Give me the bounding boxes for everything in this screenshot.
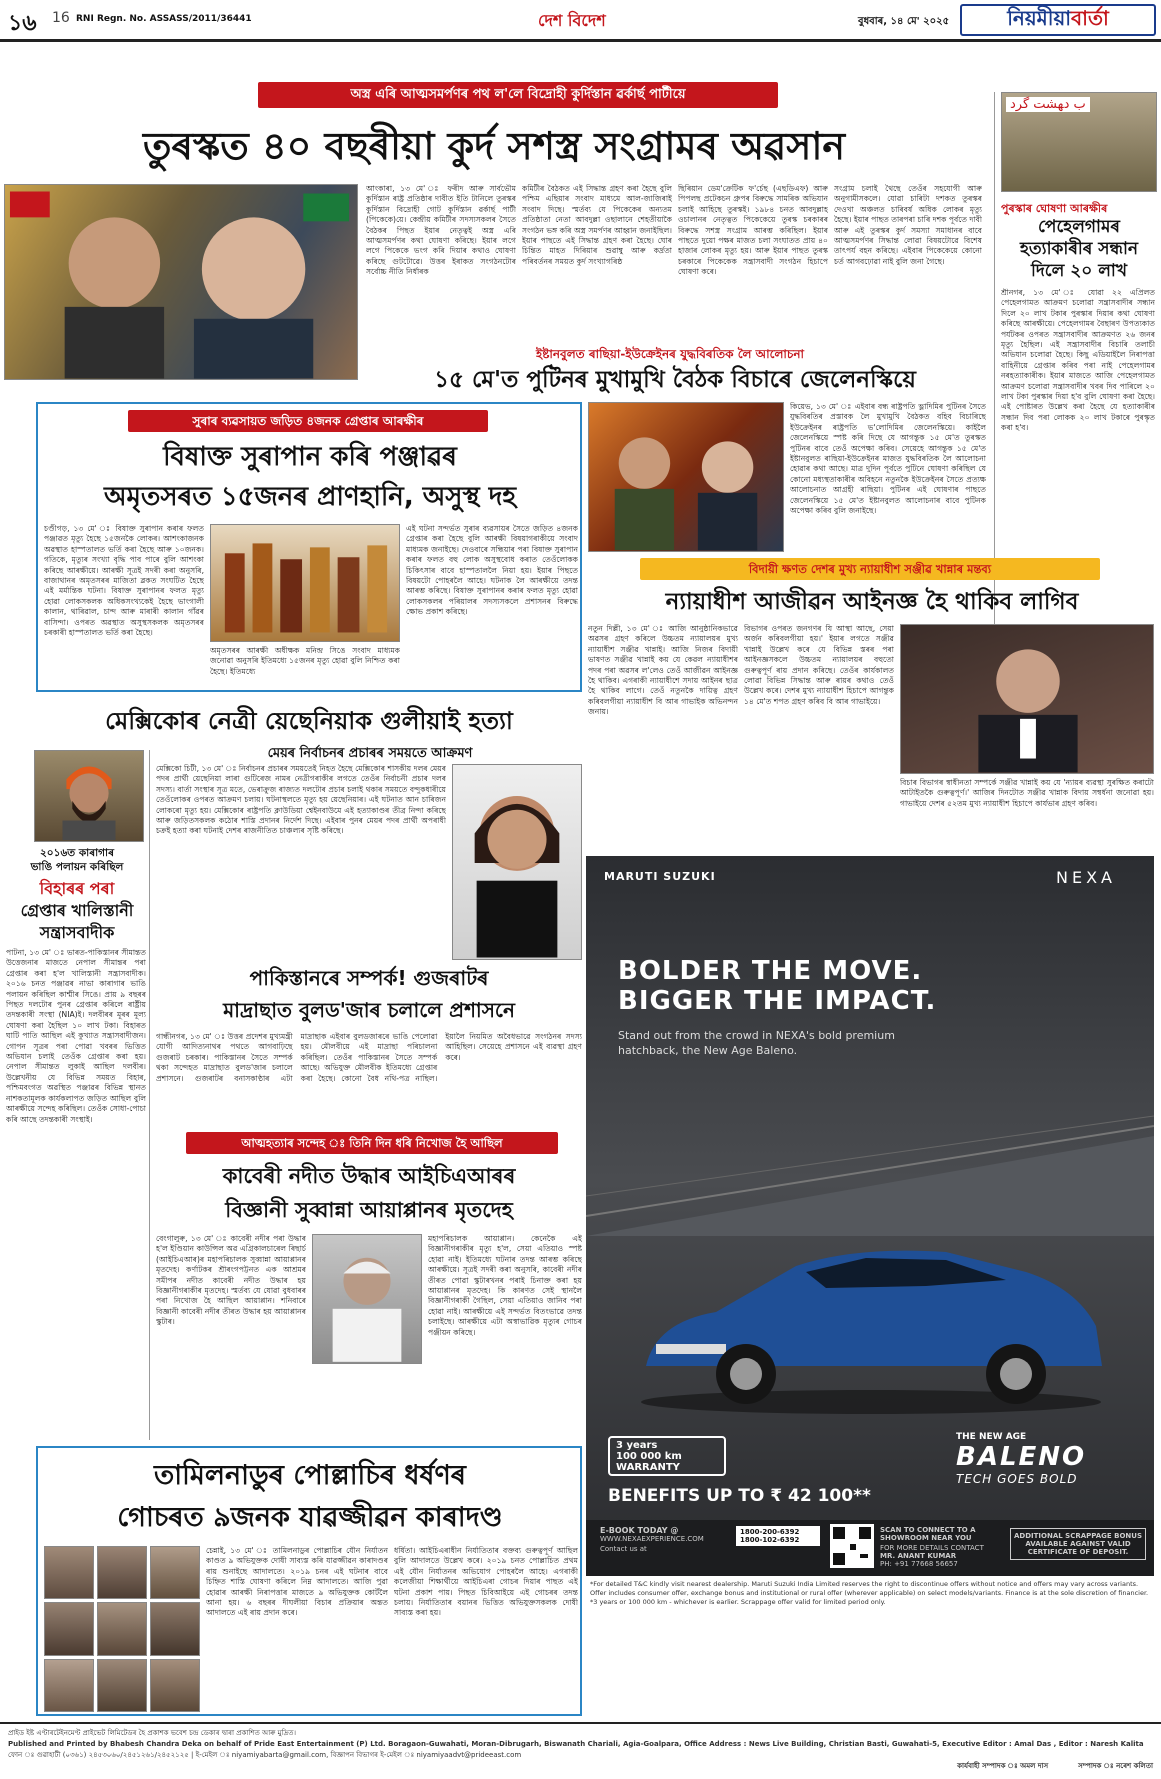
gujarat-body: গান্ধীনগৰ, ১৩ মে' ঃ উত্তৰ প্ৰদেশৰ মুখ্যমন্ত্ৰী যোগী আদিত্যনাথৰ পথতে আগবাঢ়িছে গুজৰাট চৰকাৰ। পাকিস্তানৰ সৈতে সম্পৰ্ক থকা সন্দেহত মাদ্ৰাছাত বুলড'জাৰ চলালে প্ৰশাসনে। গুজৰাটৰ বনাসকাণ্ঠাৰ এটা মাদ্ৰাছাক এইবাৰ বুলডজাৰৰে ভাঙি পেলোৱা হয়। মৌলবীয়ে এই মাদ্ৰাছা পৰিচালনা কৰিছিল। তেওঁৰ পাকিস্তানৰ সৈতে সম্পৰ্ক আছে। অভিযুক্ত মৌলবীক ইতিমধ্যে গ্ৰেপ্তাৰ কৰা হৈছে। কোনো বৈধ নথি-পত্ৰ নাছিল। ইয়ালৈ নিয়মিত অবৈধভাৱে সংগঠনৰ সদস্য আহিছিল। সেয়েহে প্ৰশাসনে এই ব্যৱস্থা গ্ৰহণ কৰে। bbox=[156, 1032, 582, 1083]
putin-body: কিয়েভ, ১৩ মে' ঃ এইবাৰ বন্ধ ৰাষ্ট্ৰপতি ভ্লাদিমিৰ পুটিনৰ সৈতে যুদ্ধবিৰতিৰ প্ৰস্তাবক লৈ মুখামুখি বৈঠকত বহিব বিচাৰিছে ইউক্ৰেইনৰ ৰাষ্ট্ৰপতি ভ'লোদিমিৰ জেলেনস্কিয়ে। কাইলৈ জেলেনস্কিয়ে স্পষ্ট কৰি দিছে যে আগন্তুক ১৫ মে'ত তুৰস্কত পুটিনৰ বাবে তেওঁ অপেক্ষা কৰিব। সেয়েহে আগন্তুক ১৫ মে'ত ইষ্টানবুলত ৰাছিয়া-ইউক্ৰেইনৰ মাজত যুদ্ধবিৰতিক লৈ আলোচনা হোৱাৰ কথা আছে। মাত্ৰ দুদিন পূৰ্বতে পুটিনে ঘোষণা কৰিছিল যে কোনো মধ্যস্থতাকাৰীৰ অবিহনে নতুনকৈ ইউক্ৰেইনৰ সৈতে প্ৰত্যক্ষ আলোচনাত আগ্ৰহী ৰাছিয়া। পুটিনৰ এই ঘোষণাৰ পাছতে জেলেনস্কিয়ে ১৫ মে'ত ইষ্টানবুলত আলোচনাৰ বাবে পুটিনক অপেক্ষা কৰিব বুলি জনাইছে। bbox=[790, 402, 986, 516]
liquor-kicker: সুৰাৰ ব্যৱসায়ত জড়িত ৪জনক গ্ৰেপ্তাৰ আৰক্ষীৰ bbox=[128, 410, 488, 432]
kurd-body-col4: সংগ্ৰাম চলাই থৈছে তেওঁৰ সহযোগী আৰু অনুগামীসকলে। যোৱা চাৰিটা দশকত তুৰস্কৰ দেওখা অঞ্চলত চাৰিবৰ্ষ অধিক লোকৰ মৃত্যু হৈছে। ইয়াৰ পাছত তাৰপৰা চাৰি দশক পূৰ্বতে দাবী আৰু এই তুৰস্কৰ কুৰ্দ সমস্যা সমাধানৰ বাবে আত্মসমৰ্পণৰ সিদ্ধান্ত লোৱা বিষয়টোৱে বিশেষ তাৎপৰ্য বহন কৰিছে। এইবাৰ পিকেকেয়ে কোনো চৰ্ত আগবঢ়োৱা নাই বুলি জনা গৈছে। bbox=[834, 184, 982, 266]
ad-brand: MARUTI SUZUKI bbox=[604, 870, 716, 883]
footer-exec-editor: কাৰ্যবাহী সম্পাদক ঃ অমল দাস bbox=[957, 1762, 1049, 1770]
ad-nexa-logo: NEXA bbox=[1056, 868, 1116, 887]
ad-headline bbox=[618, 956, 936, 1016]
accused-photo bbox=[44, 1659, 94, 1712]
leader-portrait-illustration bbox=[453, 764, 581, 959]
newspaper-logo bbox=[960, 4, 1156, 36]
page-number-assamese: ১৬ bbox=[8, 11, 37, 36]
mexico-leader-photo bbox=[452, 764, 582, 960]
logo-part1: নিয়মীয়া bbox=[1007, 5, 1072, 30]
pahalgam-headline-l3: দিলে ২০ লাখ bbox=[1031, 261, 1127, 281]
putin-headline: ১৫ মে'ত পুটিনৰ মুখামুখি বৈঠক বিচাৰে জেলেনস্কিয়ে bbox=[434, 367, 916, 393]
ad-ebook-block bbox=[600, 1526, 730, 1553]
ad-qr-code-icon[interactable] bbox=[830, 1524, 874, 1568]
kurd-body-col2: কমিটীৰ বৈঠকত এই সিদ্ধান্ত গ্ৰহণ কৰা হৈছে বুলি পশ্চিম এছিয়াৰ সংবাদ মাধ্যমে আল-জাজিৰাই সংবাদ দিছে। স্মৰ্তব্য যে পিকেকেৰ অন্যতম প্ৰতিষ্ঠাতা নেতা আবদুল্লা ওছালানে শেহতীয়াকৈ সংগঠন ভঙ্গ কৰি অস্ত্ৰ সমৰ্পণৰ আহ্বান জনাইছিল। ইয়াৰ পাছতে এই সিদ্ধান্ত গ্ৰহণ কৰা হৈছে। ঘোৰ চিন্তিত মাহত দিৰিয়াৰ শুৱাম্বু আৰু কৰ্দ্ৰতা পৰিবৰ্তনৰ সময়ত কুৰ্দ সংখ্যাগৰিষ্ঠ bbox=[522, 184, 672, 266]
ad-model-name: BALENO bbox=[956, 1442, 1087, 1472]
ad-tagline: TECH GOES BOLD bbox=[956, 1472, 1078, 1486]
warranty-km: 100 000 km bbox=[616, 1450, 682, 1462]
liquor-headline-l2: অমৃতসৰত ১৫জনৰ প্ৰাণহানি, অসুস্থ দহ bbox=[103, 482, 517, 512]
pahalgam-photo bbox=[1001, 92, 1157, 192]
leaders-illustration bbox=[589, 402, 783, 551]
khalistan-suspect-photo bbox=[34, 750, 144, 842]
ad-headline-l2: BIGGER THE IMPACT. bbox=[618, 986, 937, 1016]
rni-number: RNI Regn. No. ASSASS/2011/36441 bbox=[76, 14, 252, 24]
kurd-headline: তুৰস্কত ৪০ বছৰীয়া কুৰ্দ সশস্ত্ৰ সংগ্ৰামৰ অৱসান bbox=[142, 124, 846, 168]
liquor-bottles-photo bbox=[210, 524, 400, 642]
justice-body-col2: বিভাগৰ ওপৰত জনগণৰ যি আস্থা আছে, সেয়া অৰ্জন কৰিবলগীয়া হয়।' ইয়াৰ লগতে সঞ্জীৱ খান্নাই উল্লেখ কৰে যে বিভিন্ন স্তৰৰ পৰা আইনজ্ঞসকলে উচ্চতম ন্যায়ালয়ৰ বহুতো গুৰুত্বপূৰ্ণ ৰায় প্ৰদান কৰিছে। তেওঁৰ কাৰ্যকালত লোৱা বিভিন্ন সিদ্ধান্ত আৰু ৰায়ৰ কথাও তেওঁ উল্লেখ কৰে। দেশৰ মুখ্য ন্যায়াধীশ হিচাপে আগন্তুক ১৪ মে'ত শপত গ্ৰহণ কৰিব বি আৰ গাভাইয়ে। bbox=[744, 624, 894, 706]
khalistan-headline-l1: বিহাৰৰ পৰা bbox=[39, 879, 115, 898]
page-footer bbox=[0, 1722, 1161, 1779]
ad-dealer-phone: PH: +91 77668 56657 bbox=[880, 1560, 958, 1568]
ad-subtext: Stand out from the crowd in NEXA's bold premium hatchback, the New Age Baleno. bbox=[618, 1029, 895, 1057]
ad-benefits: BENEFITS UP TO ₹ 42 100** bbox=[608, 1486, 871, 1506]
suspect-portrait-illustration bbox=[35, 750, 143, 841]
khalistan-headline-l2: গ্ৰেপ্তাৰ খালিস্তানী bbox=[20, 901, 134, 920]
kurd-body-col3: ছিৰিয়ান ডেম'ক্ৰেটিক ফ'ৰ্চেছ (এছডিএফ) আৰু পিপলছ প্ৰটেকচন গ্ৰুপৰ বিৰুদ্ধে সামৰিক অভিযান চলাই আহিছে তুৰস্কই। ১৯৮৪ চনত আবদুল্লাহ ওচালানৰ নেতৃত্বত পিকেকেয়ে তুৰস্ক চৰকাৰৰ বিৰুদ্ধে সশস্ত্ৰ সংগ্ৰাম আৰম্ভ কৰিছিল। ইয়াৰ পাছতে দুয়ো পক্ষৰ মাজত চলা সংঘাতত প্ৰায় ৪০ হাজাৰ লোকৰ মৃত্যু হয়। আৰু ইয়াৰ পাছত তুৰস্ক চৰকাৰে পিকেকেক সন্ত্ৰাসবাদী সংগঠন হিচাপে ঘোষণা কৰে। bbox=[678, 184, 828, 277]
footer-editors bbox=[8, 1761, 1153, 1772]
accused-photo bbox=[97, 1659, 147, 1712]
footer-line1: প্ৰাইড ইষ্ট এণ্টাৰটেইনমেণ্ট প্ৰাইভেট লিমিটেডৰ হৈ প্ৰকাশক ভবেশ চন্দ্ৰ ডেকাৰ দ্বাৰা প্ৰকাশিত আৰু মুদ্ৰিত। bbox=[8, 1729, 296, 1737]
accused-photo bbox=[44, 1546, 94, 1599]
tamilnadu-body-col2: ধৰ্ষিতা। আইচিএৰাধীন নিৰ্যাতিতাৰ বক্তব্য গুৰুত্বপূৰ্ণ আছিল বুলি আদালতে উল্লেখ কৰে। ২০১৯ চনত পোল্লাচিত প্ৰথম এই যৌন নিৰ্যাতনৰ অভিযোগ পোহৰলৈ আহে। এগৰাকী কলেজীয়া শিক্ষাৰ্থীয়ে আইচিএৰা গোচৰ দিয়াৰ পাছত এই ঘটনা প্ৰকাশ পায়। পিছত চিবিআইয়ে এই গোচৰৰ তদন্ত চলায়। নিৰ্যাতিতাৰ বয়ানৰ ভিত্তিত অভিযুক্তসকলক দোষী সাব্যস্ত কৰা হয়। bbox=[394, 1546, 578, 1618]
gujarat-headline-l2: মাদ্ৰাছাত বুলড'জাৰ চলালে প্ৰশাসনে bbox=[223, 998, 515, 1022]
khalistan-caption-l2: ভাঙি পলায়ন কৰিছিল bbox=[30, 861, 124, 873]
justice-khanna-photo bbox=[900, 624, 1154, 774]
liquor-photo-caption: অমৃতসৰৰ আৰক্ষী অধীক্ষক মনিন্দ্ৰ সিঙে সংবাদ মাধ্যমক জনোৱা অনুসৰি ইতিমধ্যে ১৫জনৰ মৃত্যু হোৱা বুলি নিশ্চিত কৰা হৈছে। ইতিমধ্যে bbox=[210, 646, 400, 676]
justice-portrait-illustration bbox=[901, 624, 1153, 773]
ad-disclaimer: *For detailed T&C kindly visit nearest dealership. Maruti Suzuki India Limited reserves the right to discontinue offers without notice and offers may vary across variants. Offer includes consumer offer, exchange bonus and institutional or rural offer (wherever applicable) on select models/variants. Finance is at the sole discretion of financier. *3 years or 100 000 km - whichever is earlier. Scrappage offer valid for limited period only. bbox=[590, 1580, 1149, 1606]
warranty-label: WARRANTY bbox=[616, 1461, 680, 1473]
scientist-portrait-illustration bbox=[313, 1234, 421, 1363]
ad-warranty-badge bbox=[608, 1436, 726, 1476]
kurd-leaders-photo bbox=[4, 184, 358, 380]
accused-photo bbox=[150, 1546, 200, 1599]
khalistan-body: পাটনা, ১৩ মে' ঃ ভাৰত-পাকিস্তানৰ সীমান্তত উত্তেজনাৰ মাজতে নেপাল সীমান্তৰ পৰা গ্ৰেপ্তাৰ কৰা হ'ল খালিস্তানী সন্ত্ৰাসবাদীক। ২০১৬ চনত পঞ্জাৱৰ নাভা কাৰাগাৰ ভাঙি পলায়ন কৰিছিল কাশ্মীৰ সিঙে। প্ৰায় ৯ বছৰৰ পিছত দলটোৰ পুনৰ গ্ৰেপ্তাৰ কৰিলে ৰাষ্ট্ৰীয় তদন্তকাৰী সংস্থা (NIA)ই। দলবীৰৰ মূৰৰ মূল্য ঘোষণা কৰা হৈছিল ১০ লাখ টকা। বিহাৰত ঘাটি পাতি আছিল এই কুখ্যাত সন্ত্ৰাসবাদীজন। গোপন সূত্ৰৰ পৰা পোৱা খবৰৰ ভিত্তিত অভিযান চলাই তেওঁক গ্ৰেপ্তাৰ কৰা হয়। নেপাল সীমান্তত লুকাই আছিল দলবীৰ। উল্লেখনীয় যে বিভিন্ন সময়ত বিহাৰ, পশ্চিমবংগত অৱস্থিত পঞ্জাৱৰ বিভিন্ন স্থানত নাশকতামূলক কাৰ্যকলাপত জড়িত আছিল বুলি আৰক্ষীয়ে সন্দেহ কৰিছিল। তেওঁক সোধা-পোচা কৰি আছে তদন্তকাৰী সংস্থাই। bbox=[6, 948, 146, 1124]
ad-scan-text: SCAN TO CONNECT TO A SHOWROOM NEAR YOU bbox=[880, 1526, 976, 1542]
kurd-kicker: অস্ত্ৰ এৰি আত্মসমৰ্পণৰ পথ ল'লে বিদ্ৰোহী কুৰ্দিস্তান ৱৰ্কাৰ্ছ পাৰ্টীয়ে bbox=[258, 82, 778, 108]
justice-kicker: বিদায়ী ক্ষণত দেশৰ মুখ্য ন্যায়াধীশ সঞ্জীৱ খান্নাৰ মন্তব্য bbox=[748, 562, 992, 576]
ad-building-illustration bbox=[586, 1096, 1154, 1236]
tamilnadu-story-box bbox=[36, 1446, 582, 1716]
maruti-suzuki-ad[interactable] bbox=[586, 856, 1154, 1576]
accused-photo bbox=[97, 1602, 147, 1655]
ad-new-age: THE NEW AGE bbox=[956, 1432, 1027, 1442]
mexico-body: মেক্সিকো চিটী, ১৩ মে' ঃ নিৰ্বাচনৰ প্ৰচাৰৰ সময়তেই নিহত হৈছে মেক্সিকোৰ শাসকীয় দলৰ মেয়ৰ পদৰ প্ৰাৰ্থী য়েছেনিয়া লাৰা গুটিৰেজ নামৰ নেত্ৰীগৰাকীৰ লগতে তেওঁৰ নিৰ্বাচনী প্ৰচাৰ দলৰ সদস্য। বাৰ্তা সংস্থাৰ সূত্ৰ মতে, ভেৰাক্ৰুজ ৰাজ্যত দলটোৰ প্ৰচাৰ চলাই থকাৰ সময়তে বন্দুকধাৰীয়ে তেওঁলোকৰ ওপৰত আক্ৰমণ চলায়। ঘটনাস্থলতে মৃত্যু হয় য়েছেনিয়াৰ। এই ঘটনাত আন চাৰিজন লোকৰো মৃত্যু হয়। মেক্সিকোৰ ৰাষ্ট্ৰপতি ক্লাউডিয়া শ্বেইনবাউমে এই হত্যাকাণ্ডৰ তীব্ৰ নিন্দা কৰিছে আৰু জড়িতসকলক কঠোৰ শাস্তি প্ৰদানৰ নিৰ্দেশ দিছে। এইবাৰ পুনৰ মেয়ৰ পদৰ প্ৰাৰ্থী অপৰাধী চক্ৰই হত্যা কৰা ঘটনাই দেশৰ ৰাজনীতিত চাঞ্চল্যৰ সৃষ্টি কৰিছে। bbox=[156, 764, 446, 836]
ad-scrappage-bonus: ADDITIONAL SCRAPPAGE BONUS AVAILABLE AGAINST VALID CERTIFICATE OF DEPOSIT. bbox=[1010, 1528, 1146, 1560]
warranty-years: 3 years bbox=[616, 1439, 658, 1451]
footer-line3: ফোন ঃ গুৱাহাটী (০৩৬১) ২৪৫৩০৬০/২৪৫১২৬১/২৪৫২১২৫ | ই-মেইল ঃ niyamiyabarta@gmail.com, বিজ্ঞাপন বিভাগৰ ই-মেইল ঃ niyamiyaadvt@prideeast.com bbox=[8, 1751, 522, 1759]
khalistan-caption-l1: ২০১৬ত কাৰাগাৰ bbox=[39, 847, 114, 859]
page-number: 16 bbox=[52, 10, 70, 26]
khalistan-headline-l3: সন্ত্ৰাসবাদীক bbox=[39, 923, 115, 942]
ad-headline-l1: BOLDER THE MOVE. bbox=[618, 956, 923, 986]
accused-photo bbox=[44, 1602, 94, 1655]
kurd-body-col1: আংকাৰা, ১৩ মে' ঃ ফৰীদ আৰু সাৰ্বভৌম কুৰ্দিস্তান ৰাষ্ট্ৰ প্ৰতিষ্ঠাৰ দাবীত ইতি টানিলে তুৰস্কৰ কুৰ্দিস্তান বিদ্ৰোহী গোট কুৰ্দিস্তান ৱৰ্কাৰ্ছ পাৰ্টী (পিকেকে)য়ে। কেন্দ্ৰীয় কমিটীৰ সদস্যসকলৰ সৈতে বৈঠকৰ পিছত ইয়াৰ নেতৃত্বই অস্ত্ৰ এৰি আত্মসমৰ্পণৰ কথা ঘোষণা কৰিছে। ইয়াৰ লগে লগে পিকেকে ভংগ কৰি দিয়াৰ কথাও ঘোষণা কৰিছে গুটটোৱে। উত্তৰ ইৰাকত সংগঠনটোৰ সৰ্বোচ্চ নীতি নিৰ্ধাৰক bbox=[366, 184, 516, 277]
ad-dealer-label: FOR MORE DETAILS CONTACT bbox=[880, 1544, 984, 1552]
scientist-photo bbox=[312, 1234, 422, 1364]
ad-footer bbox=[586, 1520, 1154, 1576]
putin-zelensky-photo bbox=[588, 402, 784, 552]
ad-ebook-label: E-BOOK TODAY @ bbox=[600, 1526, 679, 1535]
scientist-headline-l1: কাবেৰী নদীত উদ্ধাৰ আইচিএআৰৰ bbox=[222, 1164, 516, 1188]
footer-editor: সম্পাদক ঃ নৰেশ কলিতা bbox=[1078, 1762, 1153, 1770]
ad-model-block bbox=[956, 1432, 1086, 1486]
portrait-illustration bbox=[5, 184, 357, 379]
ad-scan-block bbox=[880, 1526, 1000, 1568]
ad-phone2[interactable]: 1800-102-6392 bbox=[740, 1536, 800, 1544]
pahalgam-kicker: পুৰস্কাৰ ঘোষণা আৰক্ষীৰ bbox=[1001, 202, 1108, 215]
ad-phone-box bbox=[736, 1526, 820, 1546]
gujarat-headline-l1: পাকিস্তানৰে সম্পৰ্ক! গুজৰাটৰ bbox=[249, 966, 489, 990]
mexico-subhead: মেয়ৰ নিৰ্বাচনৰ প্ৰচাৰৰ সময়তে আক্ৰমণ bbox=[267, 746, 473, 761]
ad-phone1[interactable]: 1800-200-6392 bbox=[740, 1528, 800, 1536]
pahalgam-body: শ্ৰীনগৰ, ১৩ মে' ঃ যোৱা ২২ এপ্ৰিলত পেহেলগামত আক্ৰমণ চলোৱা সন্ত্ৰাসবাদীৰ সন্ধান দিলে ২০ লাখ টকাৰ পুৰস্কাৰ দিয়াৰ কথা ঘোষণা কৰিছে আৰক্ষীয়ে। পেহেলগামৰ বৈছাৰণ উপত্যকাত পৰ্যটকৰ ওপৰত সন্ত্ৰাসবাদীৰ আক্ৰমণত ২৬ জনৰ মৃত্যু হৈছিল। এই সন্ত্ৰাসবাদীৰ বিচাৰি তলাচী অভিযান চলোৱা হৈছে। কিছু এডিয়াইলৈ নিৰাপত্তা বাহিনীয়ে গ্ৰেপ্তাৰ কৰিব পৰা নাই পেহেলগামৰ নৰহত্যাকাৰীক। ইয়াৰ মাজতে আজি পেহেলগামত আক্ৰমণ চলোৱা সন্ত্ৰাসবাদীৰ খবৰ দিব পাৰিলে ২০ লাখ টকা পুৰস্কাৰ দিয়া হ'ব বুলি ঘোষণা কৰা হৈছে। এই পোষ্টাৰত উল্লেখ কৰা হৈছে যে হত্যাকাৰীৰ সন্ধান দিব পৰা লোকক ২০ লাখ টকাৰে পুৰস্কৃত কৰা হ'ব। bbox=[1001, 288, 1155, 433]
footer-line2: Published and Printed by Bhabesh Chandra Deka on behalf of Pride East Entertainment (P) Ltd. Boragaon-Guwahati, Moran-Dibrugarh, Biswanath Chariali, Agia-Goalpara, Office Address : News Live Building, Christian Basti, Guwahati-5, Executive Editor : Amal Das , Editor : Naresh Kalita bbox=[8, 1740, 1144, 1748]
tamilnadu-body-col1: চেন্নাই, ১৩ মে' ঃ তামিলনাডুৰ পোল্লাচিৰ যৌন নিৰ্যাতন কাণ্ডত ৯ অভিযুক্তক দোষী সাব্যস্ত কৰি যাৱজ্জীৱন কাৰাদণ্ডৰ ৰায় শুনাইছে আদালতে। ২০১৯ চনৰ এই ঘটনাৰ বাবে চিহ্নিত শাস্তি ঘোষণা কৰিলে নিম্ন আদালতে। আজি পুৱা হোৱাৰ আৰক্ষী নিৰাপত্তাৰ মাজতে ৯ অভিযুক্তক কোৰ্টলৈ আনা হয়। ৬ বছৰৰ দীঘলীয়া বিচাৰ প্ৰক্ৰিয়াৰ অন্তত আদালতে এই ৰায় প্ৰদান কৰে। bbox=[206, 1546, 388, 1618]
liquor-story-box bbox=[36, 402, 582, 692]
ad-ebook-url[interactable]: WWW.NEXAEXPERIENCE.COM bbox=[600, 1535, 704, 1543]
scientist-body-col1: বেংগালুৰু, ১৩ মে' ঃ কাবেৰী নদীৰ পৰা উদ্ধাৰ হ'ল ইণ্ডিয়ান কাউন্সিল অৱ এগ্ৰিকালচাৰেল ৰিছাৰ্চ (আইচিএআৰ)ৰ মহাপৰিচালক সুব্বান্না আয়াপ্পানৰ মৃতদেহ। কৰ্ণাটকৰ শ্ৰীৰংগপট্টনত এক আশ্ৰমৰ সমীপৰ নদীত কাবেৰী নদীত উদ্ধাৰ হয় বিজ্ঞানীগৰাকীৰ মৃতদেহ। স্মৰ্তব্য যে যোৱা বুধবাৰৰ পৰা নিখোজ হৈ আছিল আয়াপ্পান। শনিবাৰে বিজ্ঞানী কাবেৰী নদীৰ তীৰত উদ্ধাৰ হয় আয়াপ্পানৰ স্কুটাৰ। bbox=[156, 1234, 306, 1327]
khalistan-column bbox=[4, 750, 150, 1440]
logo-part2: বাৰ্তা bbox=[1071, 5, 1109, 30]
arabic-banner-text: ﺏ ﺩﻬﺸﺖ ﮔﺮﺩ bbox=[1006, 97, 1090, 112]
accused-photo bbox=[150, 1659, 200, 1712]
mexico-headline: মেক্সিকোৰ নেত্ৰী য়েছেনিয়াক গুলীয়াই হত্যা bbox=[105, 707, 513, 735]
tamilnadu-headline-l1: তামিলনাডুৰ পোল্লাচিৰ ধৰ্ষণৰ bbox=[154, 1460, 466, 1491]
issue-date: বুধবাৰ, ১৪ মে' ২০২৫ bbox=[858, 16, 950, 27]
scientist-body-col2: মহাপৰিচালক আয়াপ্পান। কেনেকৈ এই বিজ্ঞানীগৰাকীৰ মৃত্যু হ'ল, সেয়া এতিয়াও স্পষ্ট হোৱা নাই। ইতিমধ্যে ঘটনাৰ তদন্ত আৰম্ভ কৰিছে আৰক্ষীয়ে। সূত্ৰই সদৰী কৰা অনুসৰি, কাবেৰী নদীৰ তীৰত পোৱা স্কুটাৰখনৰ পৰাই চিনাক্ত কৰা হয় আয়াপ্পানৰ মৃতদেহ। কি কাৰণত সেই স্থানলৈ বিজ্ঞানীগৰাকী গৈছিল, সেয়া এতিয়াও জানিব পৰা হোৱা নাই। আৰক্ষীয়ে এই সন্দৰ্ভত বিতংভাৱে তদন্ত চলাইছে। আৰক্ষীয়ে এটা অস্বাভাৱিক মৃত্যুৰ গোচৰ পঞ্জীয়ন কৰিছে। bbox=[428, 1234, 582, 1337]
ad-dealer-name: MR. ANANT KUMAR bbox=[880, 1552, 957, 1560]
baleno-car-illustration bbox=[626, 1226, 1116, 1416]
putin-kicker: ইষ্টানবুলত ৰাছিয়া-ইউক্ৰেইনৰ যুদ্ধবিৰতিক লৈ আলোচনা bbox=[535, 347, 805, 361]
liquor-body-col1: চণ্ডীগড়, ১৩ মে' ঃ বিষাক্ত সুৰাপান কৰাৰ ফলত পঞ্জাৱত মৃত্যু হৈছে ১৫জনকৈ লোকৰ। আশংকাজনক অৱস্থাত হাস্পতালত ভৰ্তি কৰা হৈছে আৰু ১০জনক। গতিকে, মৃত্যুৰ সংখ্যা বৃদ্ধি পাব পাৰে বুলি আশংকা কৰিছে আৰক্ষীয়ে। আৰক্ষী সূত্ৰই সদৰী কৰা অনুসৰি, বাজাথানৰ অমৃতসৰৰ মাজিতা ব্লকত সংঘটিত হৈছে এই মৰ্মান্তিক ঘটনা। বিষাক্ত সুৰাপানৰ ফলত মৃত্যু হোৱা লোকসকলক অধিকসংখ্যকেই হৈছে ভাংগালী কালান, থাৰিৱাল, চান্দ আৰু মাৰাৰী কালান গাঁৱৰ বাসিন্দা। ওপৰত অৱস্থাত অসুস্থসকলক অমৃতসৰৰ চৰকাৰী হাস্পতালত ভৰ্তি কৰা হৈছে। bbox=[44, 524, 204, 638]
justice-body-col1: নতুন দিল্লী, ১৩ মে' ঃ আজি আনুষ্ঠানিকভাৱে অৱসৰ গ্ৰহণ কৰিলে উচ্চতম ন্যায়ালয়ৰ মুখ্য ন্যায়াধীশ সঞ্জীৱ খান্নাই। আজি নিজৰ বিদায়ী ভাষণত সঞ্জীৱ খান্নাই কয় যে কেৱল ন্যায়াধীশৰ পদৰ পৰা অৱসৰ ল'লেও তেওঁ আজীৱন আইনজ্ঞ হৈ থাকিব। এগৰাকী ন্যায়াধীশে সদায় আইনৰ ছাত্ৰ হৈ থাকিব লাগে। তেওঁ নতুনকৈ দায়িত্ব গ্ৰহণ কৰিবলগীয়া ন্যায়াধীশ বি আৰ গাভাইক অভিনন্দন জনায়। bbox=[588, 624, 738, 717]
liquor-body-col3: এই ঘটনা সন্দৰ্ভত সুৰাৰ ব্যৱসায়ৰ সৈতে জড়িত ৪জনক গ্ৰেপ্তাৰ কৰা হৈছে বুলি আৰক্ষী বিষয়াগৰাকীয়ে সংবাদ মাধ্যমক জনাইছে। দেওবাৰে সন্ধিয়াৰ পৰা বিষাক্ত সুৰাপান কৰাৰ ফলত বহু লোক অসুস্থবোধ কৰাত তেওঁলোকক চিকিৎসাৰ বাবে হাস্পতাললৈ নিয়া হয়। ইয়াৰ পিছতে বিষয়টো পোহৰলৈ আহে। ঘটনাক লৈ আৰক্ষীয়ে তদন্ত আৰম্ভ কৰিছে। বিষাক্ত সুৰাপানৰ কৰাৰ ফলত মৃত্যু হোৱা লোকসকলৰ পৰিয়ালৰ সদস্যসকলে প্ৰশাসনৰ বিৰুদ্ধে ক্ষোভ প্ৰকাশ কৰিছে। bbox=[406, 524, 578, 617]
accused-photo-grid bbox=[44, 1546, 200, 1712]
section-name: দেশ বিদেশ bbox=[538, 11, 606, 30]
accused-photo bbox=[150, 1602, 200, 1655]
justice-body-col3: বিচাৰ বিভাগৰ স্বাধীনতা সম্পৰ্কে সঞ্জীৱ খান্নাই কয় যে 'ন্যায়ৰ ব্যৱস্থা সুৰক্ষিত কৰাটো আটাইতকৈ গুৰুত্বপূৰ্ণ।' আজিৰ দিনটোত সঞ্জীৱ খান্নাক বিদায় সম্বৰ্ধনা জনোৱা হয়। গাভাইয়ে দেশৰ ৫২তম মুখ্য ন্যায়াধীশ হিচাপে কাৰ্যভাৰ গ্ৰহণ কৰিব। bbox=[900, 778, 1154, 808]
masthead bbox=[0, 0, 1161, 42]
bottles-illustration bbox=[211, 524, 399, 641]
ad-contact-label: Contact us at bbox=[600, 1545, 647, 1553]
justice-headline: ন্যায়াধীশ আজীৱন আইনজ্ঞ হৈ থাকিব লাগিব bbox=[665, 589, 1079, 615]
tamilnadu-headline-l2: গোচৰত ৯জনক যাৱজ্জীৱন কাৰাদণ্ড bbox=[117, 1502, 503, 1533]
accused-photo bbox=[97, 1546, 147, 1599]
justice-kicker-wrap bbox=[640, 558, 1100, 580]
scientist-kicker: আত্মহত্যাৰ সন্দেহ ঃ তিনি দিন ধৰি নিখোজ হৈ আছিল bbox=[186, 1132, 558, 1154]
scientist-headline-l2: বিজ্ঞানী সুব্বান্না আয়াপ্পানৰ মৃতদেহ bbox=[225, 1198, 513, 1222]
liquor-headline-l1: বিষাক্ত সুৰাপান কৰি পঞ্জাৱৰ bbox=[163, 442, 457, 472]
pahalgam-headline-l1: পেহেলগামৰ bbox=[1038, 217, 1120, 237]
pahalgam-headline-l2: হত্যাকাৰীৰ সন্ধান bbox=[1019, 239, 1139, 259]
